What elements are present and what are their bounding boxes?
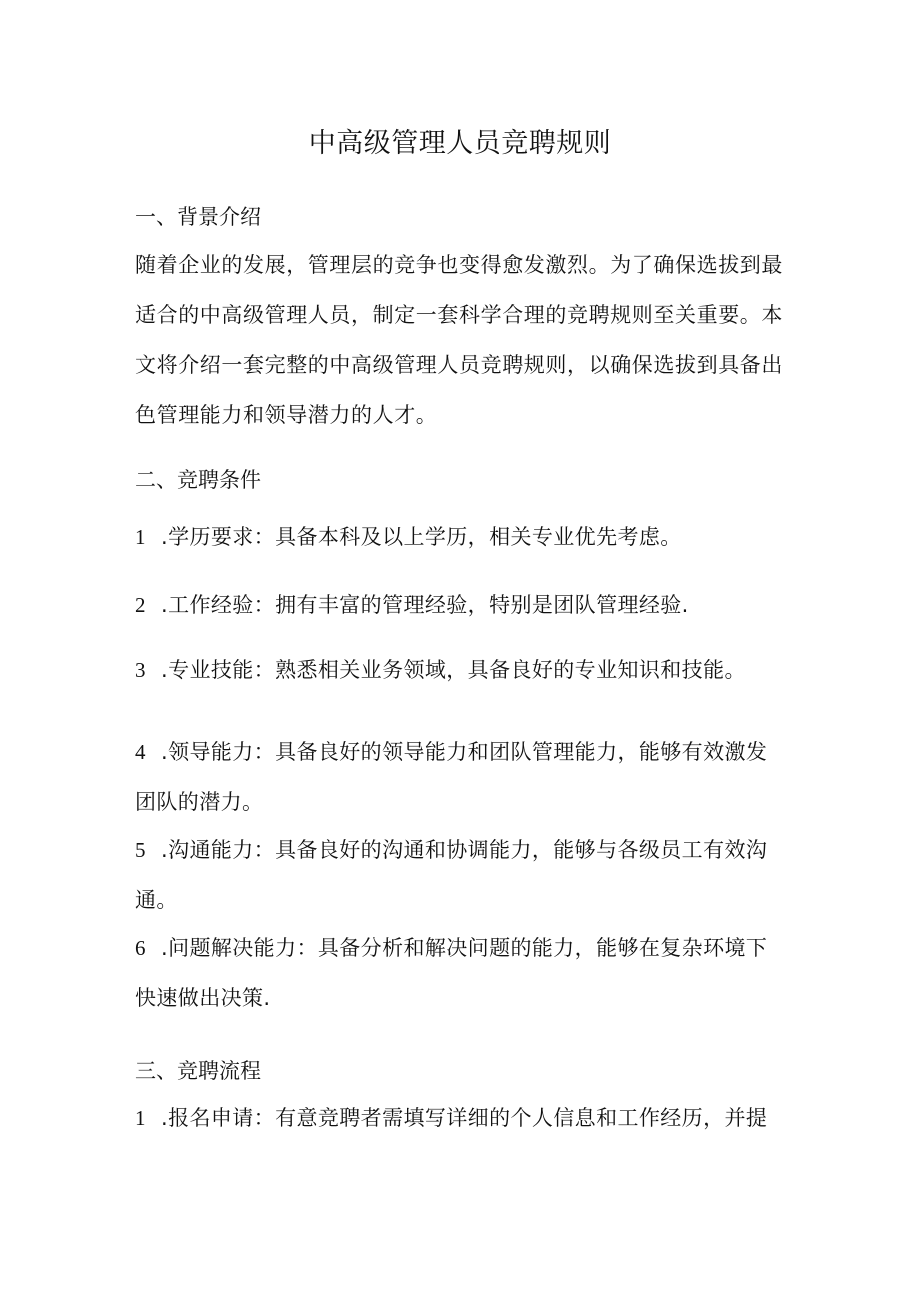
list-number: 3 xyxy=(135,658,146,682)
condition-item-3 xyxy=(135,645,785,695)
condition-item-1 xyxy=(135,512,785,562)
list-text: .工作经验：拥有丰富的管理经验，特别是团队管理经验. xyxy=(161,593,689,617)
background-paragraph: 随着企业的发展，管理层的竞争也变得愈发激烈。为了确保选拔到最适合的中高级管理人员，制定一套科学合理的竞聘规则至关重要。本文将介绍一套完整的中高级管理人员竞聘规则，以确保选拔到具备出色管理能力和领导潜力的人才。 xyxy=(135,253,783,427)
list-text: .问题解决能力：具备分析和解决问题的能力，能够在复杂环境下快速做出决策. xyxy=(135,936,768,1010)
process-item-1 xyxy=(135,1093,785,1143)
list-text: .报名申请：有意竞聘者需填写详细的个人信息和工作经历，并提 xyxy=(161,1106,768,1130)
list-number: 2 xyxy=(135,593,146,617)
section-heading-background: 一、背景介绍 xyxy=(135,205,261,229)
document-title: 中高级管理人员竞聘规则 xyxy=(308,128,612,159)
list-text: .沟通能力：具备良好的沟通和协调能力，能够与各级员工有效沟通。 xyxy=(135,838,768,912)
condition-item-6 xyxy=(135,923,785,1023)
condition-item-4 xyxy=(135,727,785,827)
list-text: .学历要求：具备本科及以上学历，相关专业优先考虑。 xyxy=(161,525,682,549)
list-text: .领导能力：具备良好的领导能力和团队管理能力，能够有效激发团队的潜力。 xyxy=(135,740,768,814)
list-number: 1 xyxy=(135,525,146,549)
condition-item-2 xyxy=(135,580,785,630)
list-number: 6 xyxy=(135,936,146,960)
list-number: 5 xyxy=(135,838,146,862)
list-number: 4 xyxy=(135,740,146,764)
section-heading-process: 三、竞聘流程 xyxy=(135,1059,261,1083)
condition-item-5 xyxy=(135,825,785,925)
list-text: .专业技能：熟悉相关业务领域，具备良好的专业知识和技能。 xyxy=(161,658,746,682)
section-heading-conditions: 二、竞聘条件 xyxy=(135,468,261,492)
list-number: 1 xyxy=(135,1106,146,1130)
